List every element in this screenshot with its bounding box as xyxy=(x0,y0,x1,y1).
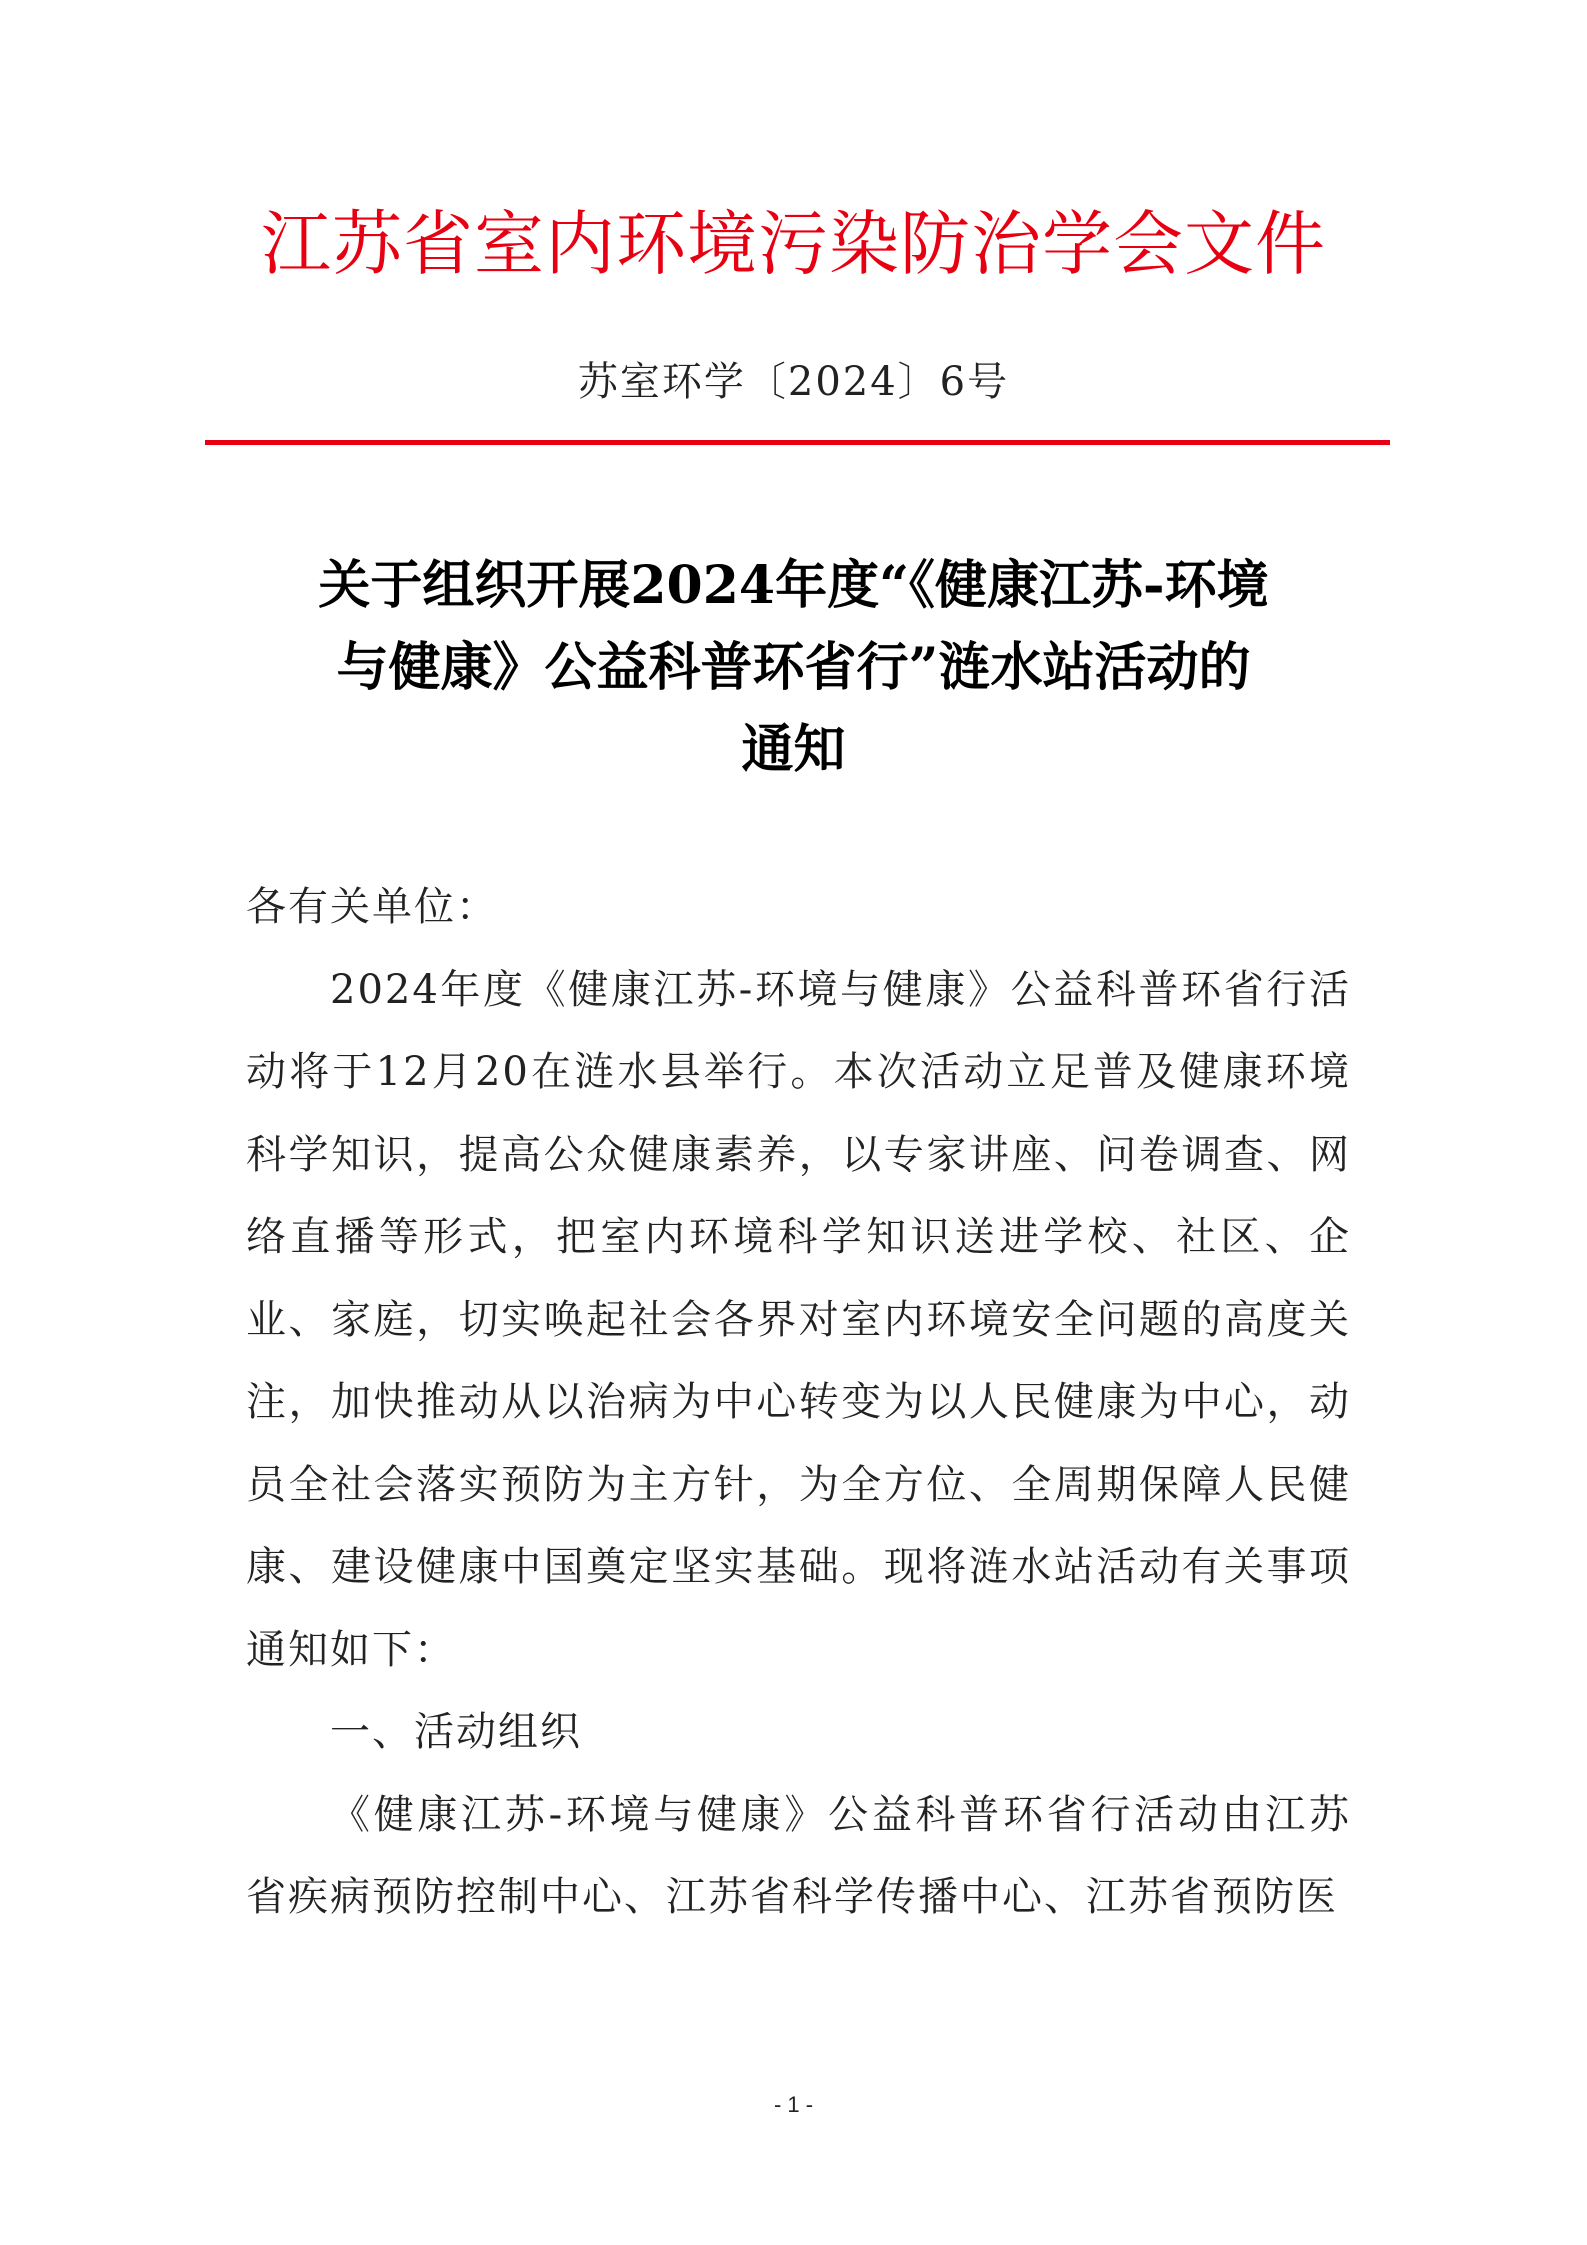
salutation: 各有关单位： xyxy=(246,884,498,930)
notice-title-line-1: 关于组织开展2024年度“《健康江苏-环境 xyxy=(318,555,1269,616)
notice-title-line-3: 通知 xyxy=(741,719,846,780)
page-number: - 1 - xyxy=(773,2092,814,2117)
notice-title-line-2: 与健康》公益科普环省行”涟水站活动的 xyxy=(336,637,1251,698)
intro-paragraph: 2024年度《健康江苏-环境与健康》公益科普环省行活动将于12月20在涟水县举行。本次活动立足普及健康环境科学知识，提高公众健康素养，以专家讲座、问卷调查、网络直播等形式，把室内环境科学知识送进学校、社区、企业、家庭，切实唤起社会各界对室内环境安全问题的高度关注，加快推动从以治病为中心转变为以人民健康为中心，动员全社会落实预防为主方针，为全方位、全周期保障人民健康、建设健康中国奠定坚实基础。现将涟水站活动有关事项通知如下： xyxy=(246,966,1351,1673)
red-divider-line xyxy=(205,440,1390,445)
document-number: 苏室环学〔2024〕6号 xyxy=(577,359,1010,405)
organization-paragraph: 《健康江苏-环境与健康》公益科普环省行活动由江苏省疾病预防控制中心、江苏省科学传播中心、江苏省预防医 xyxy=(246,1791,1351,1920)
notice-body xyxy=(246,866,1351,1939)
section-heading-organization: 一、活动组织 xyxy=(330,1709,582,1755)
masthead-title: 江苏省室内环境污染防治学会文件 xyxy=(261,203,1326,285)
notice-title xyxy=(230,545,1357,791)
